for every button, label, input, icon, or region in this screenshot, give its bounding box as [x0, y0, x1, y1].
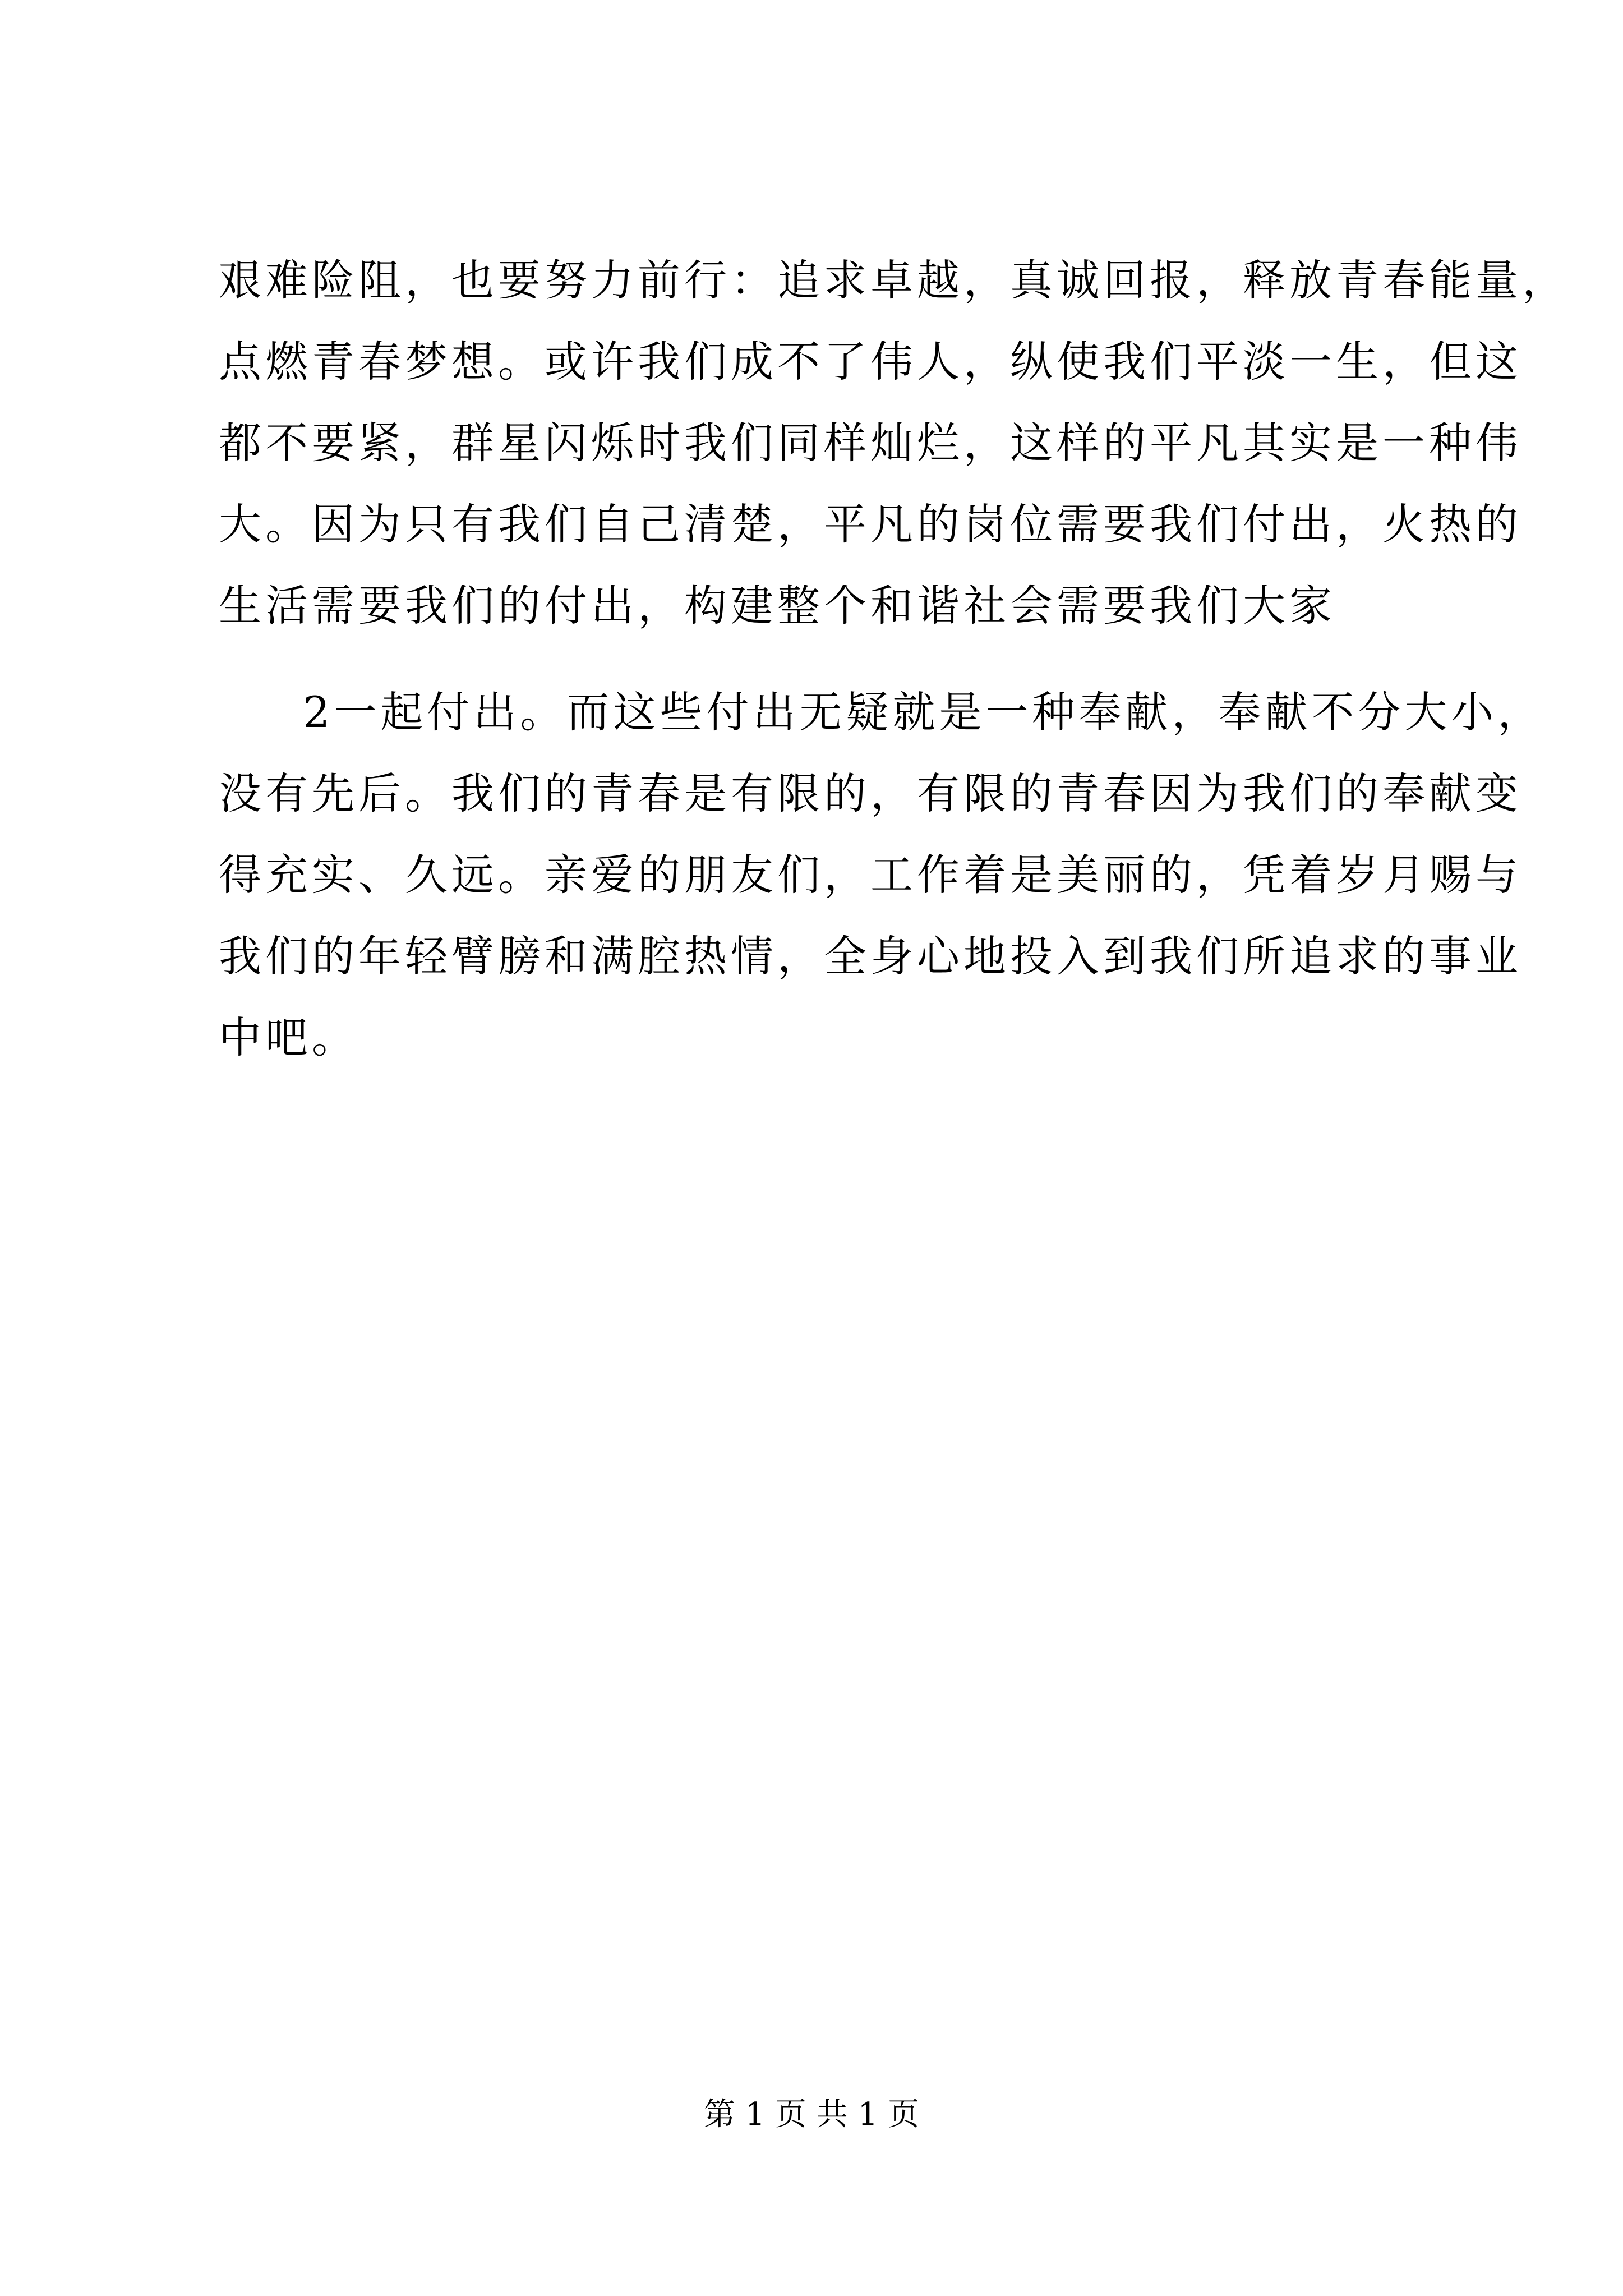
text-line: 大。因为只有我们自己清楚，平凡的岗位需要我们付出，火热的 — [219, 499, 1522, 549]
text-line: 没有先后。我们的青春是有限的，有限的青春因为我们的奉献变 — [219, 769, 1522, 818]
paragraph-first-line: 2一起付出。而这些付出无疑就是一种奉献，奉献不分大小， — [303, 687, 1544, 737]
page-footer: 第 1 页 共 1 页 — [703, 2096, 920, 2133]
text-line: 艰难险阻，也要努力前行：追求卓越，真诚回报，释放青春能量， — [219, 255, 1569, 305]
text-line: 点燃青春梦想。或许我们成不了伟人，纵使我们平淡一生，但这 — [219, 337, 1522, 386]
text-line: 中吧。 — [219, 1013, 358, 1062]
text-line: 得充实、久远。亲爱的朋友们，工作着是美丽的，凭着岁月赐与 — [219, 850, 1522, 900]
text-line: 生活需要我们的付出，构建整个和谐社会需要我们大家 — [219, 581, 1336, 631]
text-line: 都不要紧，群星闪烁时我们同样灿烂，这样的平凡其实是一种伟 — [219, 418, 1522, 468]
text-line: 我们的年轻臂膀和满腔热情，全身心地投入到我们所追求的事业 — [219, 931, 1522, 981]
